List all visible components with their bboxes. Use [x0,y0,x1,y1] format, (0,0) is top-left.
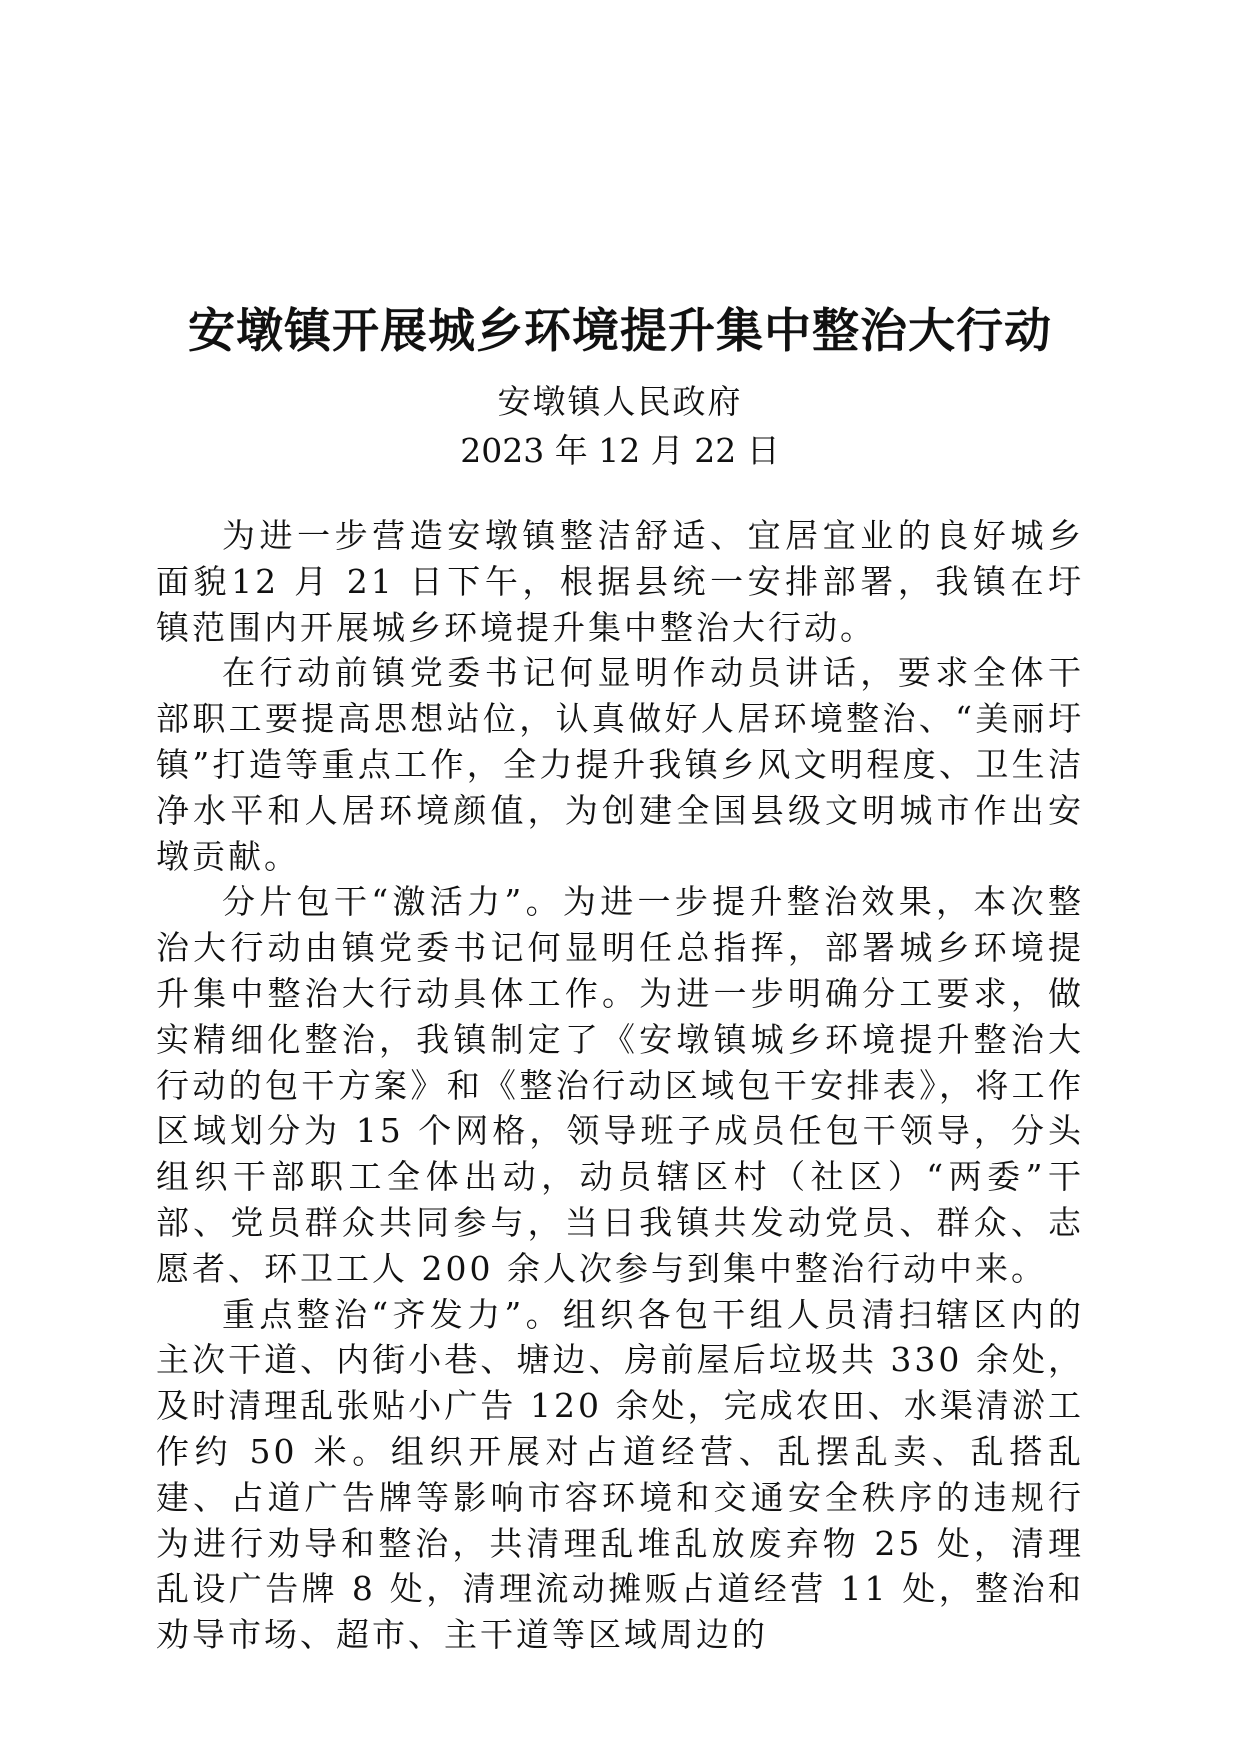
paragraph: 在行动前镇党委书记何显明作动员讲话，要求全体干部职工要提高思想站位，认真做好人居环境整治、“美丽圩镇”打造等重点工作，全力提升我镇乡风文明程度、卫生洁净水平和人居环境颜值，为创建全国县级文明城市作出安墩贡献。 [156,653,1084,876]
paragraph: 为进一步营造安墩镇整洁舒适、宜居宜业的良好城乡面貌12 月 21 日下午，根据县统一安排部署，我镇在圩镇范围内开展城乡环境提升集中整治大行动。 [156,516,1084,647]
paragraph: 分片包干“激活力”。为进一步提升整治效果，本次整治大行动由镇党委书记何显明任总指挥，部署城乡环境提升集中整治大行动具体工作。为进一步明确分工要求，做实精细化整治，我镇制定了《安墩镇城乡环境提升整治大行动的包干方案》和《整治行动区域包干安排表》，将工作区域划分为 15 个网格，领导班子成员任包干领导，分头组织干部职工全体出动，动员辖区村（社区）“两委”干部、党员群众共同参与，当日我镇共发动党员、群众、志愿者、环卫工人 200 余人次参与到集中整治行动中来。 [156,882,1084,1288]
document-author: 安墩镇人民政府 [497,382,743,421]
document-body [156,513,1084,1658]
document-title: 安墩镇开展城乡环境提升集中整治大行动 [188,304,1052,359]
paragraph: 重点整治“齐发力”。组织各包干组人员清扫辖区内的主次干道、内街小巷、塘边、房前屋后垃圾共 330 余处，及时清理乱张贴小广告 120 余处，完成农田、水渠清淤工作约 50 米。组织开展对占道经营、乱摆乱卖、乱搭乱建、占道广告牌等影响市容环境和交通安全秩序的违规行为进行劝导和整治，共清理乱堆乱放废弃物 25 处，清理乱设广告牌 8 处，清理流动摊贩占道经营 11 处，整治和劝导市场、超市、主干道等区域周边的 [156,1294,1084,1655]
document-date: 2023 年 12 月 22 日 [460,431,780,470]
